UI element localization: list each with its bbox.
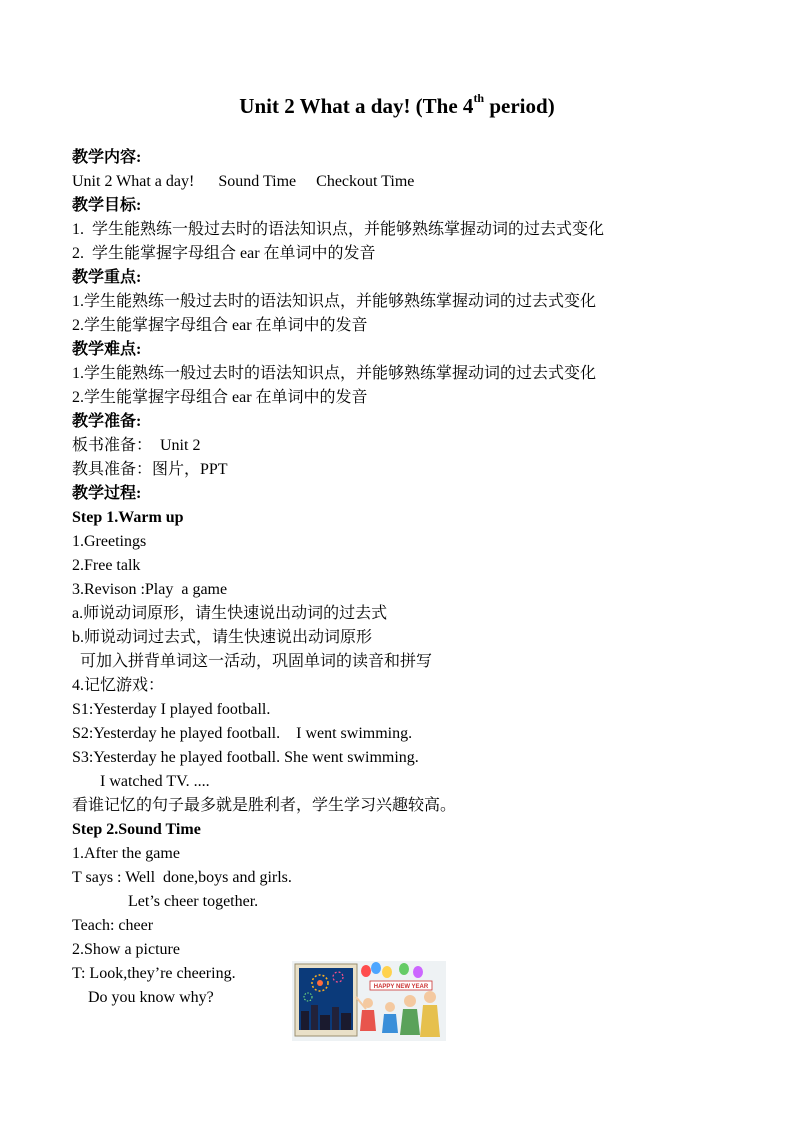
- text-line: T: Look,they’re cheering.: [72, 965, 236, 982]
- text-line: S2:Yesterday he played football. I went swimming.: [72, 725, 413, 742]
- text-line: Do you know why?: [72, 989, 214, 1006]
- text-line: I watched TV. ....: [72, 773, 210, 790]
- new-year-illustration: [292, 961, 446, 1041]
- text-line: 2.学生能掌握字母组合 ear 在单词中的发音: [72, 389, 368, 406]
- text-line: 1.学生能熟练一般过去时的语法知识点，并能够熟练掌握动词的过去式变化: [72, 365, 597, 382]
- page-title: [0, 91, 794, 119]
- text-line: 可加入拼背单词这一活动，巩固单词的读音和拼写: [72, 653, 433, 670]
- text-line: 1.After the game: [72, 845, 180, 862]
- heading-difficulties: 教学难点:: [72, 341, 142, 358]
- text-line: Teach: cheer: [72, 917, 154, 934]
- heading-key-points: 教学重点:: [72, 269, 142, 286]
- banner-text: HAPPY NEW YEAR: [373, 984, 429, 990]
- text-line: 2. 学生能掌握字母组合 ear 在单词中的发音: [72, 245, 376, 262]
- text-line: 教具准备：图片，PPT: [72, 461, 228, 478]
- text-line: 2.Free talk: [72, 557, 141, 574]
- text-line: S3:Yesterday he played football. She went swimming.: [72, 749, 419, 766]
- step-2-heading: Step 2.Sound Time: [72, 821, 201, 838]
- text-line: 1. 学生能熟练一般过去时的语法知识点，并能够熟练掌握动词的过去式变化: [72, 221, 605, 238]
- step-1-heading: Step 1.Warm up: [72, 509, 184, 526]
- text-line: 3.Revison :Play a game: [72, 581, 228, 598]
- document-body: [72, 146, 732, 1010]
- text-line: b.师说动词过去式，请生快速说出动词原形: [72, 629, 373, 646]
- text-line: 1.学生能熟练一般过去时的语法知识点，并能够熟练掌握动词的过去式变化: [72, 293, 597, 310]
- text-line: 板书准备： Unit 2: [72, 437, 201, 454]
- title-tail: period): [484, 94, 555, 118]
- text-line: Let’s cheer together.: [72, 893, 259, 910]
- text-line: a.师说动词原形，请生快速说出动词的过去式: [72, 605, 388, 622]
- heading-content: 教学内容:: [72, 149, 142, 166]
- text-line: 4.记忆游戏：: [72, 677, 165, 694]
- text-line: S1:Yesterday I played football.: [72, 701, 271, 718]
- text-line: Unit 2 What a day! Sound Time Checkout Time: [72, 173, 415, 190]
- text-line: 看谁记忆的句子最多就是胜利者，学生学习兴趣较高。: [72, 797, 457, 814]
- heading-objectives: 教学目标:: [72, 197, 142, 214]
- text-line: 2.Show a picture: [72, 941, 180, 958]
- heading-preparation: 教学准备:: [72, 413, 142, 430]
- illustration-drawing: [292, 961, 446, 1041]
- text-line: 1.Greetings: [72, 533, 147, 550]
- title-superscript: th: [473, 91, 485, 105]
- text-line: T says : Well done,boys and girls.: [72, 869, 292, 886]
- text-line: 2.学生能掌握字母组合 ear 在单词中的发音: [72, 317, 368, 334]
- title-main: Unit 2 What a day! (The 4: [239, 94, 474, 118]
- heading-process: 教学过程:: [72, 485, 142, 502]
